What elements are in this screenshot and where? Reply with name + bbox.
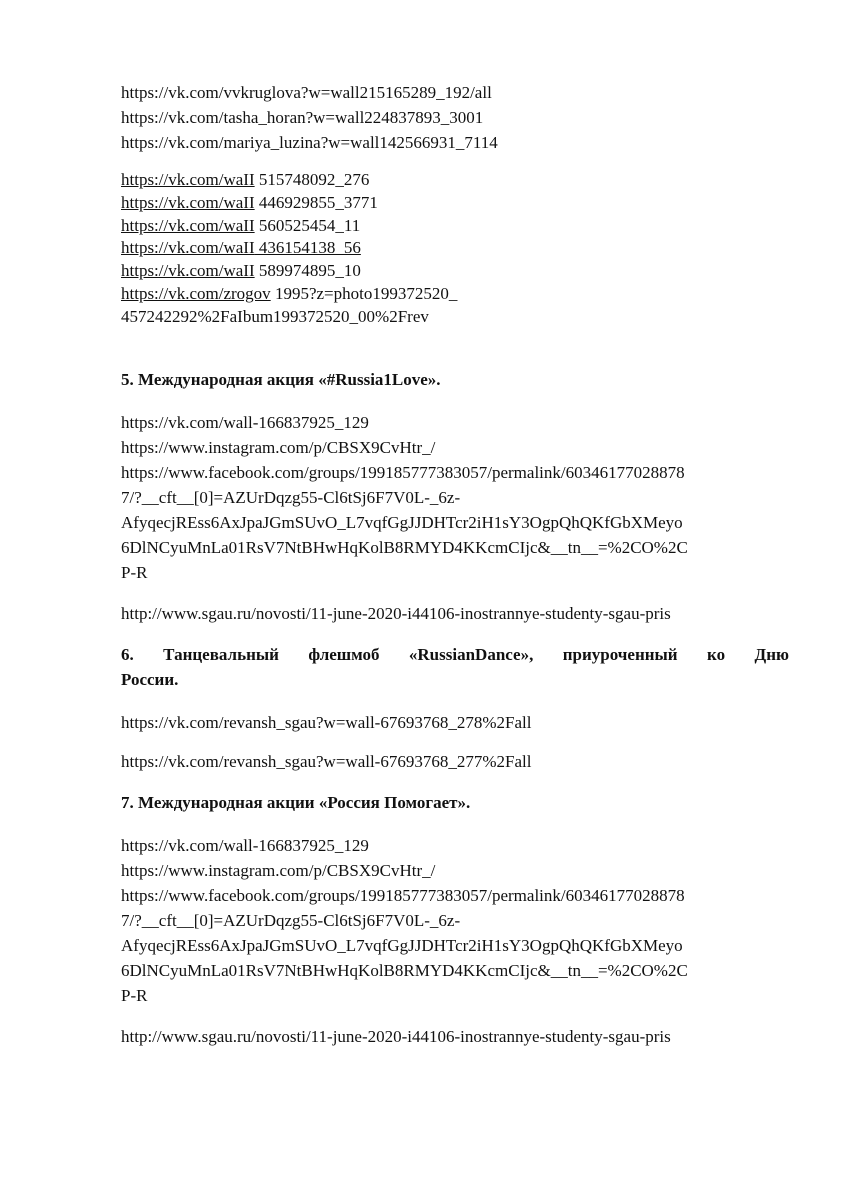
link-list-vk-walls — [121, 169, 789, 329]
url-line[interactable]: https://vk.com/mariya_luzina?w=wall142566931_7114 — [121, 133, 498, 152]
url-line[interactable]: https://www.facebook.com/groups/199185777383057/permalink/60346177028878 — [121, 462, 685, 482]
url-line — [121, 283, 789, 306]
url-line[interactable]: https://vk.com/revansh_sgau?w=wall-67693768_277%2Fall — [121, 751, 532, 771]
section-heading-6-cont: России. — [121, 669, 179, 689]
document-body — [121, 80, 789, 1049]
section-heading-5: 5. Международная акция «#Russia1Love». — [121, 369, 441, 389]
url-line[interactable]: https://vk.com/wall-166837925_129 — [121, 835, 369, 855]
section-heading-7: 7. Международная акции «Россия Помогает». — [121, 792, 471, 812]
url-link[interactable]: https://vk.com/zrogov — [121, 283, 271, 303]
url-link[interactable]: https://vk.com/waII — [121, 215, 255, 235]
url-line — [121, 260, 789, 283]
url-line — [121, 192, 789, 215]
url-line-sgau[interactable]: http://www.sgau.ru/novosti/11-june-2020-i44106-inostrannye-studenty-sgau-pris — [121, 1026, 671, 1046]
url-suffix: 1995?z=photo199372520_ — [270, 283, 458, 303]
url-link[interactable]: https://vk.com/waII — [121, 261, 255, 281]
url-line[interactable]: https://vk.com/vvkruglova?w=wall215165289_192/all — [121, 83, 492, 102]
url-line[interactable]: https://www.instagram.com/p/CBSX9CvHtr_/ — [121, 860, 436, 880]
section-5-links — [121, 410, 789, 585]
section-7-links — [121, 833, 789, 1008]
url-line: 6DlNCyuMnLa01RsV7NtBHwHqKolB8RMYD4KKcmCIjc&__tn__=%2CO%2C — [121, 537, 688, 557]
url-line[interactable]: https://vk.com/revansh_sgau?w=wall-67693768_278%2Fall — [121, 712, 532, 732]
url-line: 6DlNCyuMnLa01RsV7NtBHwHqKolB8RMYD4KKcmCIjc&__tn__=%2CO%2C — [121, 960, 688, 980]
url-line — [121, 169, 789, 192]
url-line — [121, 215, 789, 238]
url-suffix: 436154138_56 — [254, 238, 361, 258]
url-suffix: 589974895_10 — [254, 261, 361, 281]
url-link[interactable]: https://vk.com/waII — [121, 170, 255, 189]
url-line[interactable]: https://vk.com/tasha_horan?w=wall224837893_3001 — [121, 108, 484, 127]
url-suffix: 446929855_3771 — [254, 192, 378, 212]
url-line: 457242292%2FaIbum199372520_00%2Frev — [121, 306, 429, 326]
section-heading-6: 6. Танцевальный флешмоб «RussianDanсе», приуроченный ко Дню — [121, 644, 789, 664]
url-link[interactable]: https://vk.com/waII — [121, 238, 255, 258]
url-line: AfyqecjREss6AxJpaJGmSUvO_L7vqfGgJJDHTcr2iH1sY3OgpQhQKfGbXMeyo — [121, 512, 683, 532]
url-line[interactable]: https://www.instagram.com/p/CBSX9CvHtr_/ — [121, 437, 436, 457]
url-line[interactable]: https://www.facebook.com/groups/199185777383057/permalink/60346177028878 — [121, 885, 685, 905]
url-suffix: 560525454_11 — [254, 215, 361, 235]
url-line: 7/?__cft__[0]=AZUrDqzg55-Cl6tSj6F7V0L-_6z- — [121, 910, 461, 930]
url-line: P-R — [121, 985, 148, 1005]
url-link[interactable]: https://vk.com/waII — [121, 192, 255, 212]
url-line: 7/?__cft__[0]=AZUrDqzg55-Cl6tSj6F7V0L-_6z- — [121, 487, 461, 507]
url-line — [121, 237, 789, 260]
url-line: P-R — [121, 562, 148, 582]
url-line[interactable]: https://vk.com/wall-166837925_129 — [121, 412, 369, 432]
url-line-sgau[interactable]: http://www.sgau.ru/novosti/11-june-2020-i44106-inostrannye-studenty-sgau-pris — [121, 603, 671, 623]
url-suffix: 515748092_276 — [254, 170, 370, 189]
link-list-vk-profiles — [121, 80, 789, 155]
url-line: AfyqecjREss6AxJpaJGmSUvO_L7vqfGgJJDHTcr2iH1sY3OgpQhQKfGbXMeyo — [121, 935, 683, 955]
